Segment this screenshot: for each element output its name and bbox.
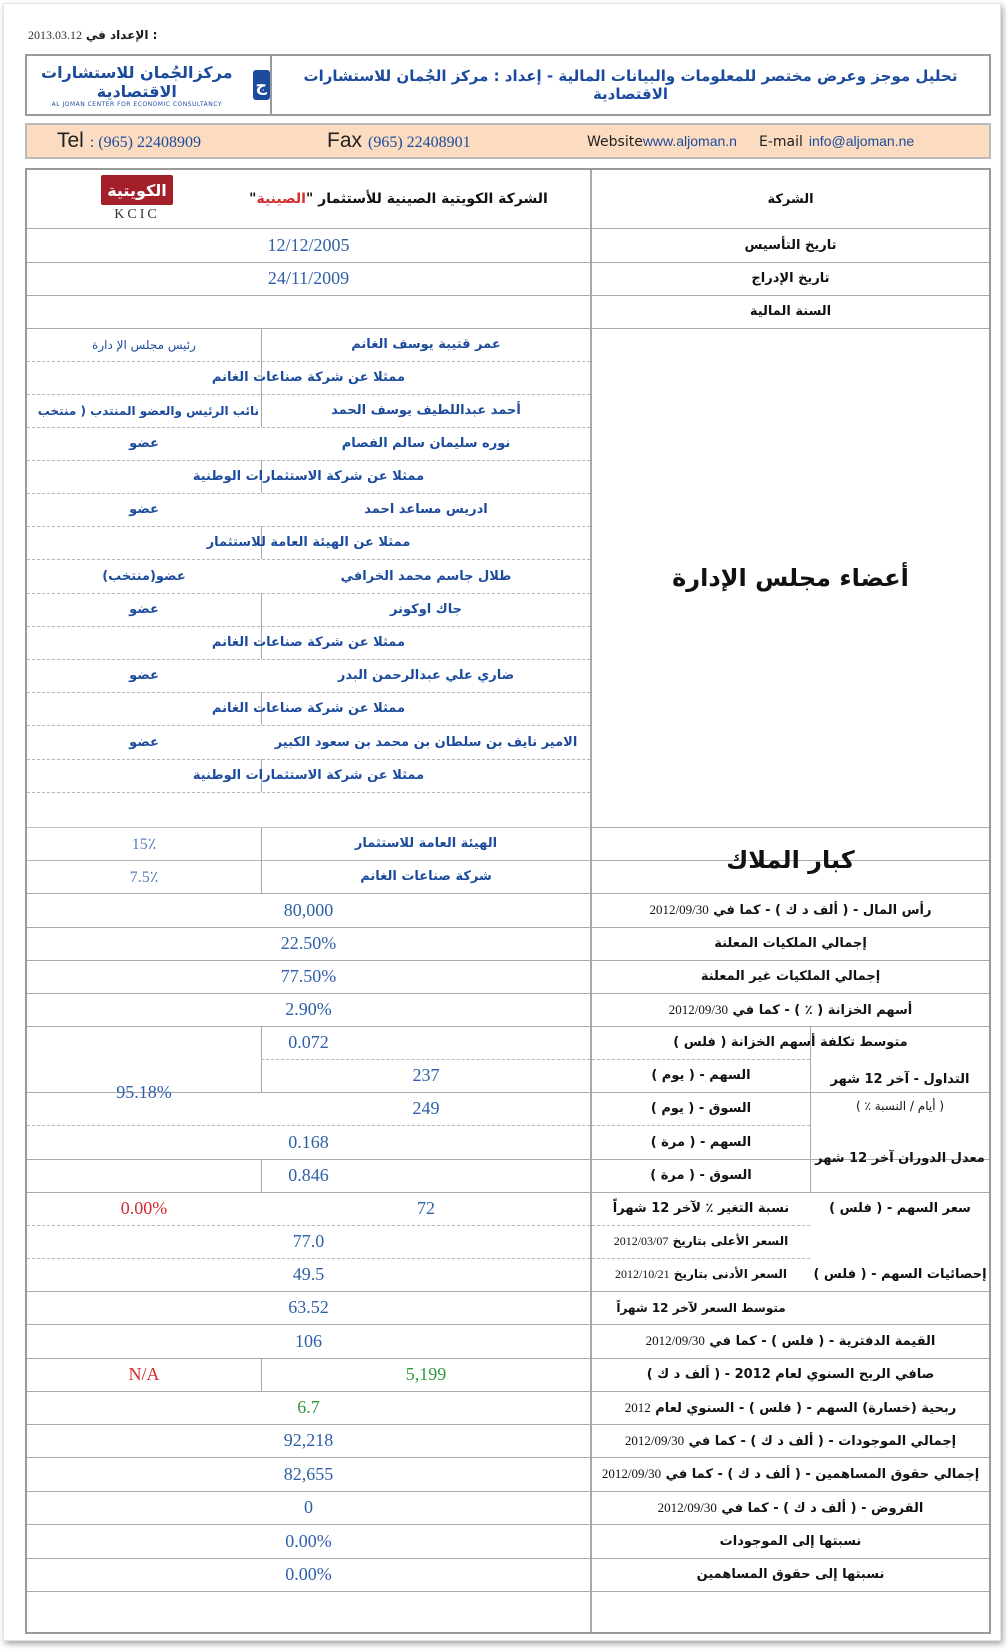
email-info (753, 133, 989, 150)
prepared-date-label: الإعداد في : (85, 28, 158, 42)
trading-label: التداول - آخر 12 شهر (830, 1071, 970, 1087)
loans-equity-label: نسبتها إلى حقوق المساهمين (696, 1567, 885, 1582)
board-member-rep: ممثلا عن شركة صناعات الغانم (211, 635, 406, 650)
loans-assets-value: 0.00% (285, 1530, 332, 1551)
equity-label (602, 1466, 979, 1482)
text-fragment: 2012/09/30 (624, 1432, 685, 1448)
board-member-rep: ممثلا عن الهيئة العامة للاستثمار (206, 535, 411, 550)
founded-label: تاريخ التأسيس (744, 237, 837, 253)
board-member-role: عضو(منتخب) (102, 568, 186, 584)
text-fragment: 2012/03/07 (613, 1234, 669, 1248)
joman-logo-arabic: مركزالجُمان للاستشارات الاقتصادية (40, 62, 233, 101)
board-member-role: عضو (129, 436, 159, 451)
contact-bar (25, 123, 991, 159)
stats-avg-label: متوسط السعر لآخر 12 شهراً (616, 1300, 786, 1315)
board-member-role: عضو (129, 734, 159, 750)
board-member-rep: ممثلا عن شركة الاستثمارات الوطنية (192, 768, 425, 783)
stats-low-value: 49.5 (292, 1264, 325, 1284)
prepared-date-value: 2013.03.12 (28, 28, 82, 42)
unlisted-ownership-label: إجمالي الملكيات غير المعلنة (700, 969, 881, 984)
board-member-name: الامير نايف بن سلطان بن محمد بن سعود الكبير (274, 734, 578, 750)
net-profit-other: N/A (128, 1364, 160, 1384)
trading-stock-days: 237 (412, 1065, 440, 1085)
loans-value: 0 (304, 1497, 313, 1517)
turnover-stock-value: 0.168 (288, 1131, 329, 1152)
eps-value: 6.7 (297, 1397, 320, 1417)
stats-low-label (615, 1267, 787, 1282)
board-member-rep: ممثلا عن شركة الاستثمارات الوطنية (192, 469, 425, 484)
text-fragment: 2012/09/30 (649, 902, 709, 917)
equity-value: 82,655 (283, 1463, 334, 1484)
book-value-label (646, 1333, 936, 1349)
text-fragment: السعر الأدنى بتاريخ (673, 1267, 788, 1281)
founded-value: 12/12/2005 (267, 234, 350, 255)
stats-avg-value: 63.52 (288, 1297, 329, 1317)
treasury-shares-value: 2.90% (285, 999, 332, 1019)
trading-sub-label: ( أيام / النسبة ٪ ) (855, 1098, 945, 1113)
text-fragment: ربحية (خسارة) السهم - ( فلس ) - السنوي لعام (655, 1400, 957, 1416)
email-link[interactable]: info@aljoman.ne (808, 132, 915, 149)
kcic-logo-icon: الكويتية (101, 175, 173, 205)
board-member-name: أحمد عبداللطيف يوسف الحمد (331, 403, 521, 418)
text-fragment: 2012/09/30 (601, 1466, 662, 1481)
owner-pct: 7.5٪ (129, 868, 159, 886)
capital-label (649, 902, 931, 918)
company-name (249, 191, 548, 207)
fax-label: Fax (327, 129, 363, 152)
price-change-value: 0.00% (120, 1198, 168, 1218)
text-fragment: 2012/09/30 (668, 1001, 728, 1017)
owners-label: كبار الملاك (726, 846, 855, 874)
stats-high-label (614, 1234, 789, 1249)
fax-info (257, 129, 577, 153)
board-member-name: طلال جاسم محمد الخرافي (340, 568, 512, 584)
loans-equity-value: 0.00% (285, 1564, 332, 1584)
turnover-market-label: السوق - ( مرة ) (650, 1168, 752, 1183)
data-table (25, 168, 991, 1634)
text-fragment: القيمة الدفترية - ( فلس ) - كما في (709, 1334, 936, 1349)
net-profit-label: صافي الربح السنوي لعام 2012 - ( ألف د ك ) (646, 1367, 935, 1382)
turnover-stock-label: السهم - ( مرة ) (650, 1134, 752, 1150)
price-label: سعر السهم - ( فلس ) (829, 1201, 971, 1216)
text-fragment: القروض - ( ألف د ك ) - كما في (721, 1500, 924, 1516)
tel-label: Tel (57, 129, 84, 152)
kcic-logo-text: KCIC (114, 207, 160, 222)
listed-ownership-label: إجمالي الملكيات المعلنة (714, 936, 867, 951)
banner-title: تحليل موجز وعرض مختصر للمعلومات والبيانات المالية - إعداد : مركز الجُمان للاستشارات الاقتصادية (303, 67, 958, 103)
trading-stock-label: السهم - ( يوم ) (651, 1068, 751, 1083)
company-label: الشركة (767, 191, 814, 207)
tel-info (27, 129, 257, 153)
text-fragment: الصينية (256, 191, 306, 207)
trading-market-days: 249 (412, 1098, 440, 1118)
stats-label: إحصائيات السهم - ( فلس ) (813, 1267, 987, 1282)
header-banner (25, 54, 991, 116)
treasury-cost-label: متوسط تكلفة أسهم الخزانة ( فلس ) (673, 1035, 908, 1050)
loans-label (658, 1500, 924, 1516)
text-fragment: السعر الأعلى بتاريخ (672, 1234, 789, 1248)
owner-name: الهيئة العامة للاستثمار (354, 836, 498, 851)
eps-label (625, 1400, 957, 1416)
fax-number: (965) 22408901 (368, 134, 471, 151)
assets-label (625, 1433, 956, 1449)
joman-logo (27, 56, 272, 114)
listed-value: 24/11/2009 (267, 268, 350, 288)
listed-ownership-value: 22.50% (280, 933, 337, 953)
board-member-name: ادريس مساعد احمد (364, 502, 488, 517)
text-fragment: 2012/09/30 (657, 1499, 717, 1515)
board-member-name: عمر قتيبة يوسف الغانم (351, 337, 501, 352)
text-fragment: 2012/09/30 (645, 1333, 705, 1348)
board-member-role: عضو (129, 668, 159, 683)
board-member-rep: ممثلا عن شركة صناعات الغانم (211, 701, 406, 716)
turnover-label: معدل الدوران آخر 12 شهر (815, 1151, 985, 1166)
treasury-shares-label (669, 1002, 913, 1018)
stats-high-value: 77.0 (292, 1231, 325, 1251)
board-member-role: رئيس مجلس الإ دارة (92, 337, 196, 352)
turnover-market-value: 0.846 (288, 1165, 329, 1185)
price-change-label: نسبة التغير ٪ لآخر 12 شهراً (612, 1201, 790, 1216)
joman-logo-icon: ج (253, 70, 270, 100)
text-fragment: الشركة الكويتية الصينية للأستثمار " (305, 191, 548, 207)
report-sheet (3, 3, 1001, 1641)
text-fragment: 2012/10/21 (614, 1267, 670, 1281)
treasury-cost-value: 0.072 (288, 1032, 329, 1052)
assets-value: 92,218 (283, 1430, 334, 1450)
capital-value: 80,000 (283, 899, 334, 920)
net-profit-value: 5,199 (405, 1364, 447, 1384)
trading-ratio: 95.18% (116, 1081, 172, 1102)
unlisted-ownership-value: 77.50% (280, 966, 337, 986)
listed-label: تاريخ الإدراج (751, 271, 830, 286)
board-member-name: جاك اوكونر (390, 602, 462, 617)
website-link[interactable]: www.aljoman.n (642, 132, 737, 149)
price-value: 72 (417, 1198, 435, 1218)
text-fragment: أسهم الخزانة ( ٪ ) - كما في (732, 1002, 913, 1018)
tel-number: : (965) 22408909 (89, 134, 201, 151)
website-info (577, 133, 753, 150)
joman-logo-english: AL JOMAN CENTER FOR ECONOMIC CONSULTANCY (51, 100, 222, 108)
website-label: Website (587, 133, 643, 150)
text-fragment: 2012 (624, 1399, 651, 1415)
kcic-logo (101, 175, 173, 223)
text-fragment: " (249, 191, 257, 207)
board-member-role: عضو (129, 602, 159, 617)
text-fragment: رأس المال - ( ألف د ك ) - كما في (713, 903, 932, 918)
owner-name: شركة صناعات الغانم (360, 869, 492, 884)
board-label: أعضاء مجلس الإدارة (672, 563, 909, 592)
prepared-date (28, 28, 157, 43)
loans-assets-label: نسبتها إلى الموجودات (719, 1533, 862, 1549)
board-member-role: نائب الرئيس والعضو المنتدب ( منتخب (37, 403, 259, 418)
book-value-value: 106 (295, 1330, 322, 1351)
board-member-role: عضو (129, 502, 159, 517)
board-member-rep: ممثلا عن شركة صناعات الغانم (211, 370, 406, 385)
text-fragment: إجمالي الموجودات - ( ألف د ك ) - كما في (688, 1433, 957, 1449)
owner-pct: 15٪ (131, 835, 157, 853)
trading-market-label: السوق - ( يوم ) (650, 1101, 752, 1116)
text-fragment: إجمالي حقوق المساهمين - ( ألف د ك ) - كما في (665, 1467, 980, 1482)
email-label: E-mail (759, 133, 803, 150)
board-member-name: ضاري علي عبدالرحمن البدر (337, 668, 515, 683)
fiscal-year-label: السنة المالية (749, 304, 832, 319)
board-member-name: نوره سليمان سالم الفصام (341, 436, 511, 451)
